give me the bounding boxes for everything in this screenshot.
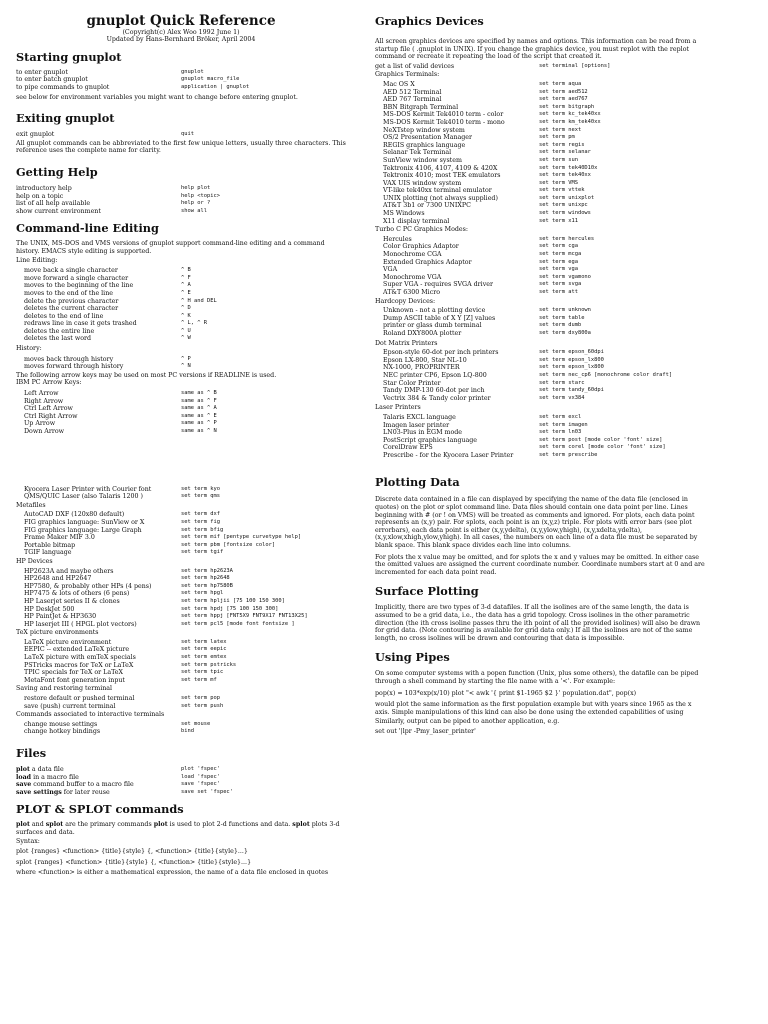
save-label: Saving and restoring terminal <box>16 685 113 693</box>
table-row: restore default or pushed terminal set term pop <box>24 695 220 703</box>
table-row: introductory help help plot <box>16 184 211 192</box>
table-row: MS-DOS Kermit Tek4010 term - mono set term km_tek40xx <box>383 118 601 126</box>
table-row: CorelDraw EPS set term corel [mode color 'font' size] <box>383 444 666 452</box>
table-row: Frame Maker MIF 3.0 set term mif [pentype curvetype help] <box>24 534 302 542</box>
table-row: AED 512 Terminal set term aed512 <box>383 88 588 96</box>
table-row: NX-1000, PROPRINTER set term epson_lx800 <box>383 364 604 372</box>
starting-table <box>16 69 346 92</box>
page-title: gnuplot Quick Reference <box>86 13 276 29</box>
table-row: OS/2 Presentation Manager set term pm <box>383 134 575 142</box>
table-row: HP laserjet III ( HPGL plot vectors) set term pcl5 [mode font fontsize ] <box>24 620 295 628</box>
table-row: deletes the last word ^ W <box>24 335 191 343</box>
table-row: Hercules set term hercules <box>383 235 595 243</box>
table-row: VAX UIS window system set term VMS <box>383 179 578 187</box>
table-row: LN03-Plus in EGM mode set term ln03 <box>383 429 582 437</box>
turbo-table <box>375 236 705 297</box>
table-row: AT&T 6300 Micro set term att <box>383 289 578 296</box>
exiting-table <box>16 131 346 139</box>
hardcopy-label: Hardcopy Devices: <box>375 297 436 305</box>
turbo-label: Turbo C PC Graphics Modes: <box>375 226 468 234</box>
table-row: QMS/QUIC Laser (also Talaris 1200 ) set term qms <box>24 493 220 501</box>
table-row: Up Arrow same as ^ P <box>24 420 217 428</box>
interactive-table <box>16 721 346 736</box>
table-row: Super VGA - requires SVGA driver set term svga <box>383 281 582 289</box>
plotsplot-heading: PLOT & SPLOT commands <box>16 802 184 817</box>
graphics-intro: All screen graphics devices are specified by names and options. This information can be read from a startup file ( .gnuplot in UNIX). If you change the graphics device, you must replot with the replot command or recreate it repeating the load of the script that created it. <box>375 38 697 61</box>
surface-heading: Surface Plotting <box>375 584 479 599</box>
metafiles-table <box>16 511 346 557</box>
table-row: NeXTstep window system set term next <box>383 126 582 134</box>
table-row: Monochrome CGA set term mcga <box>383 251 582 259</box>
table-row: X11 display terminal set term x11 <box>383 217 578 225</box>
table-row: HP PaintJet & HP3630 set term hppj [FNT5X9 FNT9X17 FNT13X25] <box>24 613 308 621</box>
table-row: HP2648 and HP2647 set term hp2648 <box>24 575 230 583</box>
syntax-where: where <function> is either a mathematical expression, the name of a data file enclosed in quotes <box>16 869 329 877</box>
help-table <box>16 185 346 215</box>
exiting-note: All gnuplot commands can be abbreviated to the first few unique letters, usually three characters. This reference uses the complete name for clarity. <box>16 139 346 155</box>
metafiles-label: Metafiles <box>16 501 46 509</box>
table-row: REGIS graphics language set term regis <box>383 141 585 149</box>
table-row: EEPIC -- extended LaTeX picture set term eepic <box>24 646 227 654</box>
table-row: change mouse settings set mouse <box>24 720 211 728</box>
table-row: to enter batch gnuplot gnuplot macro_file <box>16 76 240 84</box>
tex-label: TeX picture environments <box>16 629 99 637</box>
table-row: TGIF language set term tgif <box>24 549 224 557</box>
dotmatrix-label: Dot Matrix Printers <box>375 339 438 347</box>
pipes-heading: Using Pipes <box>375 650 450 665</box>
plotsplot-intro: plot and splot are the primary commands plot is used to plot 2-d functions and data. splot plots 3-d surfaces and data. <box>16 821 340 836</box>
table-row: VT-like tek40xx terminal emulator set term vttek <box>383 187 585 195</box>
pipes-p2: would plot the same information as the first population example but with years since 1965 as the x axis. Simple manipulations of this kind can also be done using the extended capabilities of using <box>375 701 692 716</box>
hardcopy-table <box>375 307 705 337</box>
tex-table <box>16 639 346 685</box>
table-row: Tektronix 4010; most TEK emulators set term tek40xx <box>383 172 591 180</box>
table-row: Star Color Printer set term starc <box>383 379 585 387</box>
terminals-label: Graphics Terminals: <box>375 71 440 79</box>
history-table <box>16 356 346 371</box>
table-row: to enter gnuplot gnuplot <box>16 68 204 76</box>
table-row: Left Arrow same as ^ B <box>24 390 217 398</box>
table-row: deletes the entire line ^ U <box>24 327 191 335</box>
table-row: PSTricks macros for TeX or LaTeX set term pstricks <box>24 661 237 669</box>
graphics-list-table <box>375 63 705 71</box>
table-row: Dump ASCII table of X Y [Z] values set term table <box>383 314 585 322</box>
table-row: Mac OS X set term aqua <box>383 80 582 88</box>
table-row: Portable bitmap set term pbm [fontsize color] <box>24 541 276 549</box>
right-column <box>375 0 705 736</box>
hp-label: HP Devices <box>16 557 53 565</box>
table-row: FIG graphics language: SunView or X set term fig <box>24 518 220 526</box>
table-row: move back a single character ^ B <box>24 267 191 275</box>
table-row: exit gnuplot quit <box>16 131 194 139</box>
table-row: FIG graphics language: Large Graph set term bfig <box>24 526 224 534</box>
table-row: AED 767 Terminal set term aed767 <box>383 96 588 104</box>
table-row: save settings for later reuse save set 'fspec' <box>16 788 233 796</box>
table-row: NEC printer CP6, Epson LQ-800 set term nec_cp6 [monochrome color draft] <box>383 371 673 379</box>
exiting-heading: Exiting gnuplot <box>16 111 115 126</box>
table-row: deletes to the end of line ^ K <box>24 312 191 320</box>
table-row: Talaris EXCL language set term excl <box>383 413 582 421</box>
table-row: AutoCAD DXF (120x80 default) set term dxf <box>24 511 220 519</box>
dotmatrix-table <box>375 349 705 402</box>
plotting-heading: Plotting Data <box>375 475 460 490</box>
table-row: Right Arrow same as ^ F <box>24 397 217 405</box>
pipes-example: pop(x) = 103*exp(x/10) plot "< awk '{ print $1-1965 $2 }' population.dat", pop(x) <box>375 689 637 697</box>
interactive-label: Commands associated to interactive terminals <box>16 711 165 719</box>
syntax-label: Syntax: <box>16 837 40 845</box>
plotting-p2: For plots the x value may be omitted, and for splots the x and y values may be omitted. In either case the omitted values are assigned the current coordinate number. Coordinate numbers start at 0 and are incremented for each data point read. <box>375 553 705 576</box>
history-label: History: <box>16 345 42 353</box>
table-row: move forward a single character ^ F <box>24 274 191 282</box>
syntax-plot: plot {ranges} <function> {title}{style} {, <function> {title}{style}...} <box>16 848 248 856</box>
table-row: deletes the current character ^ D <box>24 305 191 313</box>
table-row: load in a macro file load 'fspec' <box>16 773 220 781</box>
table-row: SunView window system set term sun <box>383 156 578 164</box>
starting-heading: Starting gnuplot <box>16 49 122 64</box>
table-row: Down Arrow same as ^ N <box>24 428 217 435</box>
table-row: delete the previous character ^ H and DEL <box>24 297 217 305</box>
table-row: UNIX plotting (not always supplied) set term unixplot <box>383 194 595 202</box>
table-row: moves back through history ^ P <box>24 355 191 363</box>
surface-p1: Implicitly, there are two types of 3-d datafiles. If all the isolines are of the same length, the data is assumed to be a grid data, i.e., the data has a grid topology. Cross isolines in the other parametric direction (the ith cross isoline passes thru the ith point of all the provided isolines) will also be drawn for grid data. (Note contouring is available for grid data only.) If all the isolines are not of the same length, no cross isolines will be drawn and contouring that data is impossible. <box>375 604 701 642</box>
table-row: moves to the end of the line ^ E <box>24 289 191 297</box>
table-row: LaTeX picture environment set term latex <box>24 638 227 646</box>
terminals-table <box>375 81 705 225</box>
laser-label: Laser Printers <box>375 404 421 412</box>
table-row: MS-DOS Kermit Tek4010 term - color set term kc_tek40xx <box>383 111 601 119</box>
table-row: Monochrome VGA set term vgamono <box>383 273 591 281</box>
table-row: Extended Graphics Adaptor set term ega <box>383 258 578 266</box>
table-row: Prescribe - for the Kyocera Laser Printer set term prescribe <box>383 451 598 459</box>
syntax-splot: splot {ranges} <function> {title}{style} {, <function> {title}{style}...} <box>16 858 252 866</box>
line-editing-table <box>16 267 346 343</box>
table-row: Tandy DMP-130 60-dot per inch set term tandy_60dpi <box>383 387 604 395</box>
table-row: moves forward through history ^ N <box>24 363 191 371</box>
plotting-p1: Discrete data contained in a file can displayed by specifying the name of the data file (enclosed in quotes) on the plot or splot command line. Data files should contain one data point per line. Lines beginning with # (or ! on VMS) will be treated as comments and ignored. For plots, each data point represents an (x,y) pair. For splots, each point is an (x,y,z) triple. For plots with error bars (see plot errorbars), each data point is either (x,y,ydelta), (x,y,ylow,yhigh), (x,y,xdelta,ydelta), (x,y,xlow,xhigh,ylow,yhigh). In all cases, the numbers on each line of a data file must be separated by blank space. This blank space divides each line into columns. <box>375 496 698 550</box>
table-row: BBN Bitgraph Terminal set term bitgraph <box>383 103 595 111</box>
files-table <box>16 766 346 796</box>
table-row: Color Graphics Adaptor set term cga <box>383 243 578 251</box>
save-table <box>16 695 346 710</box>
table-row: to pipe commands to gnuplot application | gnuplot <box>16 84 250 91</box>
hp-table <box>16 568 346 629</box>
table-row: HP7580, & probably other HPs (4 pens) set term hp7580B <box>24 582 233 590</box>
cmdline-heading: Command-line Editing <box>16 221 159 236</box>
table-row: show current environment show all <box>16 207 207 215</box>
laser-table <box>375 414 705 460</box>
table-row: Kyocera Laser Printer with Courier font set term kyo <box>24 485 220 493</box>
table-row: VGA set term vga <box>383 266 578 274</box>
files-heading: Files <box>16 746 47 760</box>
pipes-out: set out '|lpr -Pmy_laser_printer' <box>375 727 476 735</box>
table-row: HP Laserjet series II & clones set term hpljii [75 100 150 300] <box>24 597 285 605</box>
table-row: Epson LX-800, Star NL-10 set term epson_lx800 <box>383 356 604 364</box>
help-heading: Getting Help <box>16 164 98 179</box>
table-row: moves to the beginning of the line ^ A <box>24 282 191 290</box>
subtitle-updated: Updated by Hans-Bernhard Bröker, April 2004 <box>106 36 256 44</box>
starting-note: see below for environment variables you might want to change before entering gnuplot. <box>16 93 298 101</box>
table-row: plot a data file plot 'fspec' <box>16 766 220 773</box>
table-row: redraws line in case it gets trashed ^ L, ^ R <box>24 320 207 328</box>
table-row: printer or glass dumb terminal set term dumb <box>383 322 582 330</box>
table-row: MS Windows set term windows <box>383 210 591 218</box>
line-editing-label: Line Editing: <box>16 256 58 264</box>
table-row: Ctrl Right Arrow same as ^ E <box>24 412 217 420</box>
pipes-p1: On some computer systems with a popen function (Unix, plus some others), the datafile can be piped through a shell command by starting the file name with a '<'. For example: <box>375 670 699 685</box>
table-row: PostScript graphics language set term post [mode color 'font' size] <box>383 436 663 444</box>
left-column <box>16 0 346 877</box>
arrow-table <box>16 390 346 436</box>
cmdline-intro: The UNIX, MS-DOS and VMS versions of gnuplot support command-line editing and a command history. EMACS style editing is supported. <box>16 240 325 255</box>
table-row: list of all help available help or ? <box>16 200 211 208</box>
table-row: save (push) current terminal set term push <box>24 702 224 710</box>
table-row: TPIC specials for TeX or LaTeX set term tpic <box>24 669 224 677</box>
table-row: get a list of valid devices set terminal [options] <box>375 62 611 70</box>
table-row: AT&T 3b1 or 7300 UNIXPC set term unixpc <box>383 202 588 210</box>
table-row: Epson-style 60-dot per inch printers set term epson_60dpi <box>383 349 604 357</box>
table-row: LaTeX picture with emTeX specials set term emtex <box>24 654 227 662</box>
table-row: HP7475 & lots of others (6 pens) set term hpgl <box>24 590 224 598</box>
table-row: Selanar Tek Terminal set term selanar <box>383 149 591 157</box>
table-row: Tektronix 4106, 4107, 4109 & 420X set term tek40D10x <box>383 164 598 172</box>
table-row: save command buffer to a macro file save 'fspec' <box>16 781 220 789</box>
subtitle-copyright: (Copyright(c) Alex Woo 1992 June 1) <box>122 29 240 36</box>
table-row: Vectrix 384 & Tandy color printer set term vx384 <box>383 394 585 402</box>
pipes-p3: Similarly, output can be piped to another application, e.g. <box>375 718 560 726</box>
arrow-label: IBM PC Arrow Keys: <box>16 379 82 387</box>
table-row: MetaFont font generation input set term mf <box>24 676 217 684</box>
printers-top-table <box>16 486 346 501</box>
table-row: Imagen laser printer set term imagen <box>383 421 588 429</box>
table-row: Ctrl Left Arrow same as ^ A <box>24 405 217 413</box>
table-row: help on a topic help <topic> <box>16 192 220 200</box>
table-row: HP DeskJet 500 set term hpdj [75 100 150 300] <box>24 605 279 613</box>
table-row: Roland DXY800A plotter set term dxy800a <box>383 329 591 337</box>
table-row: Unknown - not a plotting device set term unknown <box>383 307 591 315</box>
table-row: HP2623A and maybe others set term hp2623A <box>24 567 233 575</box>
table-row: change hotkey bindings bind <box>24 728 194 736</box>
graphics-heading: Graphics Devices <box>375 14 484 28</box>
arrow-note: The following arrow keys may be used on most PC versions if READLINE is used. <box>16 371 277 379</box>
